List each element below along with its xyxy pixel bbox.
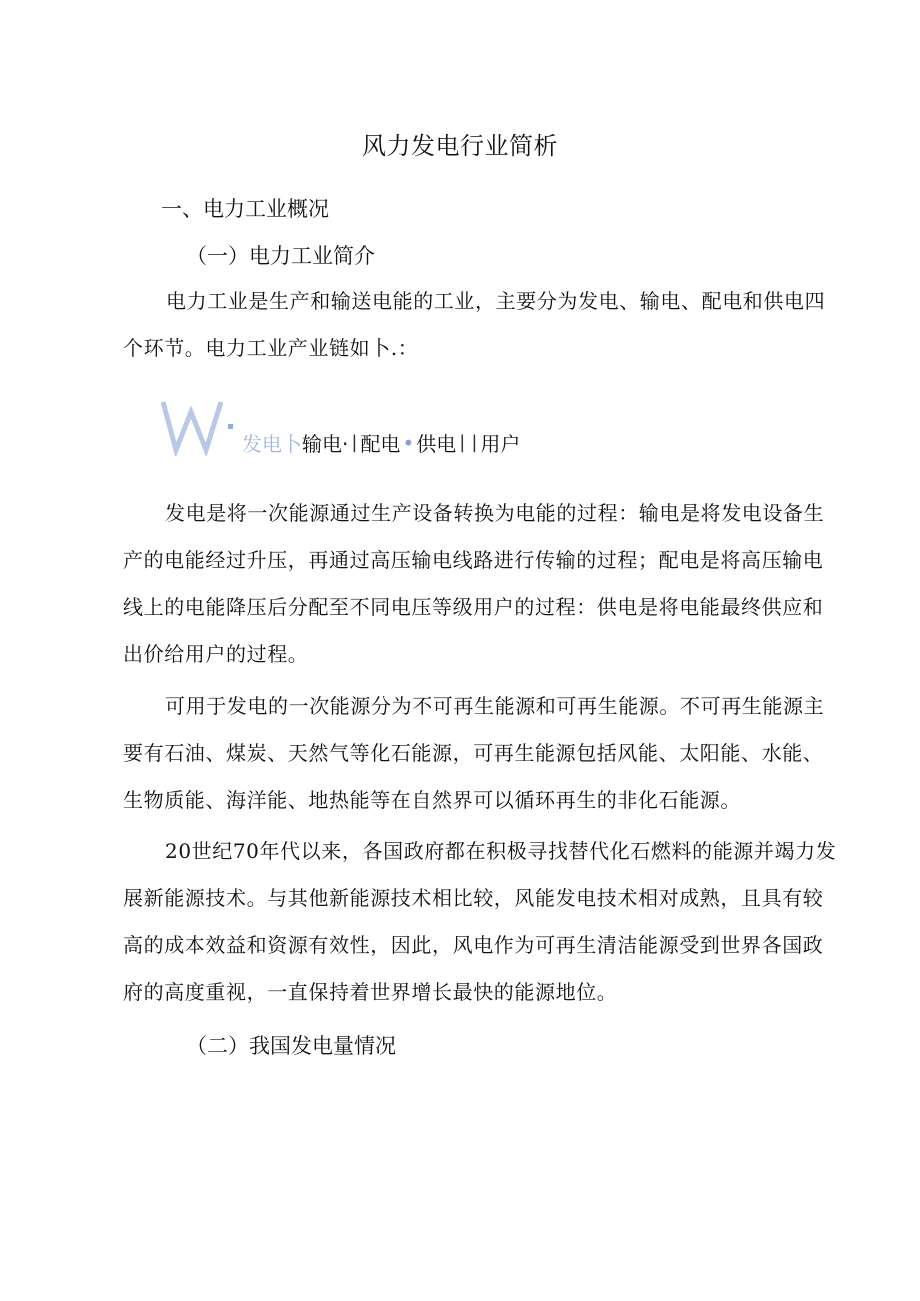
text-line: 出价给用户的过程。 [123,642,309,666]
document-title: 风力发电行业简析 [362,132,558,160]
industry-chain-diagram [160,398,580,460]
subsection-heading-1: （一）电力工业简介 [186,244,375,268]
chain-step-distribution: 配电 [360,432,401,456]
text-line: 生物质能、海洋能、地热能等在自然界可以循环再生的非化石能源。 [123,788,741,812]
chain-step-supply: 供电 [416,432,457,456]
chain-separator: | [351,432,358,453]
body-paragraph-2 [123,683,825,824]
body-paragraph-1 [123,490,825,678]
text-line: 20世纪70年代以来，各国政府都在积极寻找替代化石燃料的能源并竭力发 [165,839,837,863]
chain-step-user: 用户 [480,432,521,456]
text-line: 府的高度重视，一直保持着世界增长最快的能源地位。 [123,980,618,1004]
text-line: 要有石油、煤炭、天然气等化石能源，可再生能源包括风能、太阳能、水能、 [123,741,824,765]
chain-steps [242,428,520,457]
text-line: 个环节。电力工业产业链如卜.： [123,336,419,360]
chain-separator: | [471,432,478,453]
subsection-heading-2: （二）我国发电量情况 [186,1034,396,1058]
intro-paragraph [123,278,826,372]
text-line: 线上的电能降压后分配至不同电压等级用户的过程：供电是将电能最终供应和 [123,595,824,619]
text-line: 可用于发电的一次能源分为不可再生能源和可再生能源。不可再生能源主 [165,694,825,718]
text-line: 发电是将一次能源通过生产设备转换为电能的过程：输电是将发电设备生 [165,501,825,525]
chain-separator: • [402,430,415,455]
text-line: 高的成本效益和资源有效性，因此，风电作为可再生清洁能源受到世界各国政 [123,933,824,957]
section-heading-1: 一、电力工业概况 [161,197,329,221]
text-line: 展新能源技术。与其他新能源技术相比较，风能发电技术相对成熟，且具有较 [123,886,824,910]
chain-step-generation: 发电卜 [242,432,302,456]
text-line: 产的电能经过升压，再通过高压输电线路进行传输的过程；配电是将高压输电 [123,548,824,572]
text-line: 电力工业是生产和输送电能的工业，主要分为发电、输电、配电和供电四 [166,289,826,313]
w-logo-icon [160,398,238,456]
chain-step-transmission: 输电· [302,432,349,456]
body-paragraph-3 [123,828,837,1016]
chain-separator: | [459,432,466,453]
